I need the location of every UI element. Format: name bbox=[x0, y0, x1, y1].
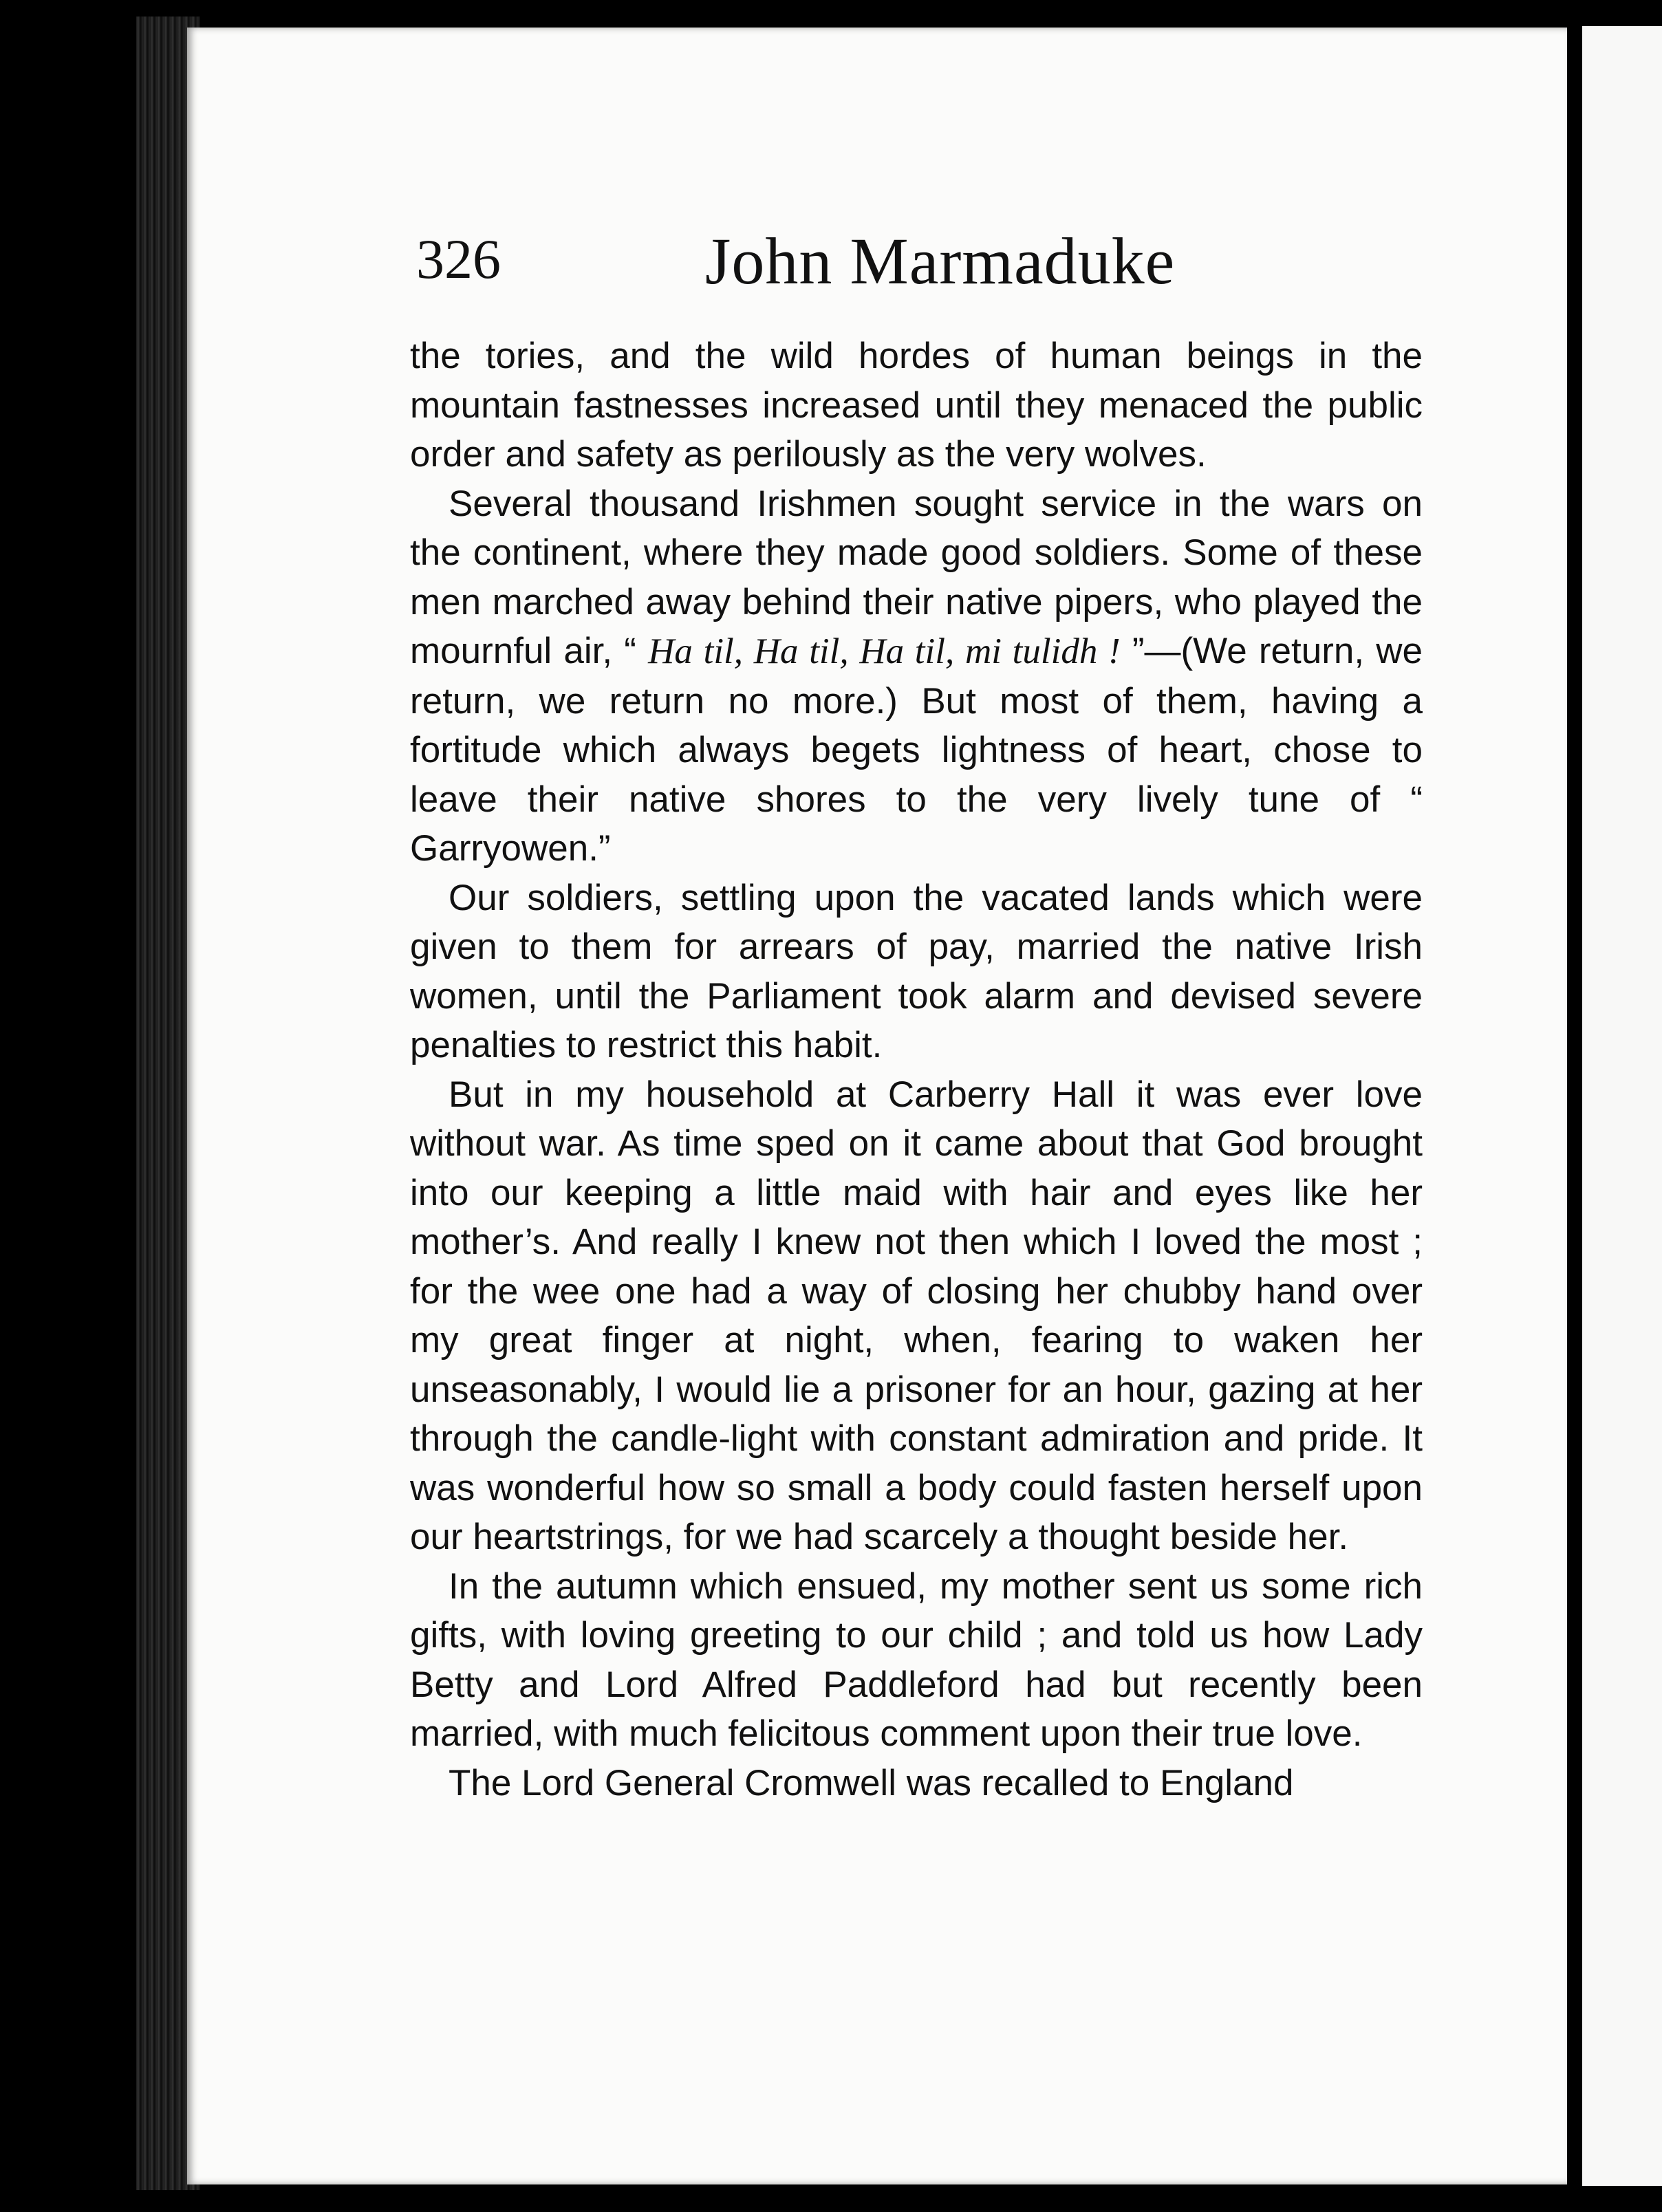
paragraph-3 bbox=[410, 874, 1423, 1070]
irish-phrase: Ha til, Ha til, Ha til, mi tulidh ! bbox=[648, 631, 1121, 671]
paragraph-2-text-end: ”—(We return, we return, we return no more.) But most of them, having a fortitude which always begets lightness of heart, chose to leave their native shores to the very lively tune of “ Garryowen.” bbox=[410, 631, 1423, 869]
paragraph-4 bbox=[410, 1070, 1423, 1562]
paragraph-5 bbox=[410, 1562, 1423, 1759]
running-title: John Marmaduke bbox=[705, 224, 1176, 298]
paragraph-5-text: In the autumn which ensued, my mother sent us some rich gifts, with loving greeting to our child ; and told us how Lady Betty and Lord Alfred Paddleford had but recently been married, with much felicitous comment upon their true love. bbox=[410, 1565, 1423, 1754]
paragraph-6 bbox=[410, 1759, 1423, 1808]
paragraph-4-text: But in my household at Carberry Hall it was ever love without war. As time sped on it came about that God brought into our keeping a little maid with hair and eyes like her mother’s. And really I knew not then which I loved the most ; for the wee one had a way of closing her chubby hand over my great finger at night, when, fearing to waken her unseasonably, I would lie a prisoner for an hour, gazing at her through the candle-light with constant admiration and pride. It was wonderful how so small a body could fasten herself upon our heartstrings, for we had scarcely a thought beside her. bbox=[410, 1074, 1423, 1557]
facing-page-edge bbox=[1582, 26, 1662, 2186]
paragraph-3-text: Our soldiers, settling upon the vacated lands which were given to them for arrears of pay, married the native Irish women, until the Parliament took alarm and devised severe penalties to restrict this habit. bbox=[410, 877, 1423, 1065]
paragraph-6-text: The Lord General Cromwell was recalled to England bbox=[449, 1762, 1294, 1803]
paragraph-2-text-start: Several thousand Irishmen sought service in the wars on the continent, where they made good soldiers. Some of these men marched away behind their native pipers, who played the mournful air, “ bbox=[410, 483, 1423, 671]
page-number: 326 bbox=[416, 228, 501, 290]
page-header bbox=[416, 219, 1407, 315]
body-text bbox=[410, 332, 1423, 1808]
paragraph-2 bbox=[410, 479, 1423, 874]
paragraph-1-text: the tories, and the wild hordes of human beings in the mountain fastnesses increased until they menaced the public order and safety as perilously as the very wolves. bbox=[410, 336, 1423, 475]
paragraph-1 bbox=[410, 332, 1423, 479]
